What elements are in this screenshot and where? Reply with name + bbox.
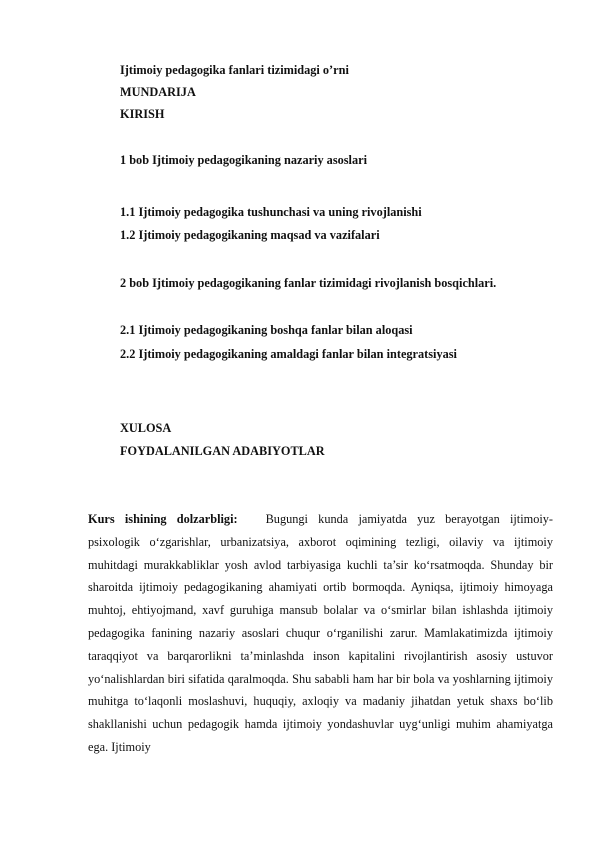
intro-paragraph [88, 508, 553, 759]
toc-item-chapter-2: 2 bob Ijtimoiy pedagogikaning fanlar tizimidagi rivojlanish bosqichlari. [120, 276, 497, 290]
toc-item-conclusion: XULOSA [120, 421, 172, 435]
toc-item-section-1-2: 1.2 Ijtimoiy pedagogikaning maqsad va vazifalari [120, 228, 380, 242]
toc-item-section-1-1: 1.1 Ijtimoiy pedagogika tushunchasi va uning rivojlanishi [120, 205, 422, 219]
toc-item-intro: KIRISH [120, 107, 165, 121]
toc-item-references: FOYDALANILGAN ADABIYOTLAR [120, 444, 325, 458]
toc-item-section-2-2: 2.2 Ijtimoiy pedagogikaning amaldagi fanlar bilan integratsiyasi [120, 347, 457, 361]
intro-lead: Kurs ishining dolzarbligi: [88, 512, 238, 526]
toc-heading: MUNDARIJA [120, 85, 196, 99]
document-title: Ijtimoiy pedagogika fanlari tizimidagi o’rni [120, 63, 349, 77]
toc-item-chapter-1: 1 bob Ijtimoiy pedagogikaning nazariy asoslari [120, 153, 367, 167]
toc-item-section-2-1: 2.1 Ijtimoiy pedagogikaning boshqa fanlar bilan aloqasi [120, 323, 413, 337]
intro-text: Bugungi kunda jamiyatda yuz berayotgan ijtimoiy-psixologik o‘zgarishlar, urbanizatsiya, axborot oqimining tezligi, oilaviy va ijtimoiy muhitdagi murakkabliklar yosh avlod tarbiyasiga kuchli ta’sir ko‘rsatmoqda. Shunday bir sharoitda ijtimoiy pedagogikaning ahamiyati ortib bormoqda. Ayniqsa, ijtimoiy himoyaga muhtoj, ehtiyojmand, xavf guruhiga mansub bolalar va o‘smirlar bilan ishlashda ijtimoiy pedagogika fanining nazariy asoslari chuqur o‘rganilishi zarur. Mamlakatimizda ijtimoiy taraqqiyot va barqarorlikni ta’minlashda inson kapitalini rivojlantirish asosiy ustuvor yo‘nalishlardan biri sifatida qaralmoqda. Shu sababli ham har bir bola va yoshlarning ijtimoiy muhitga to‘laqonli moslashuvi, huquqiy, axloqiy va madaniy jihatdan yetuk shaxs bo‘lib shakllanishi uchun pedagogik hamda ijtimoiy yondashuvlar uyg‘unligi muhim ahamiyatga ega. Ijtimoiy [88, 512, 553, 754]
